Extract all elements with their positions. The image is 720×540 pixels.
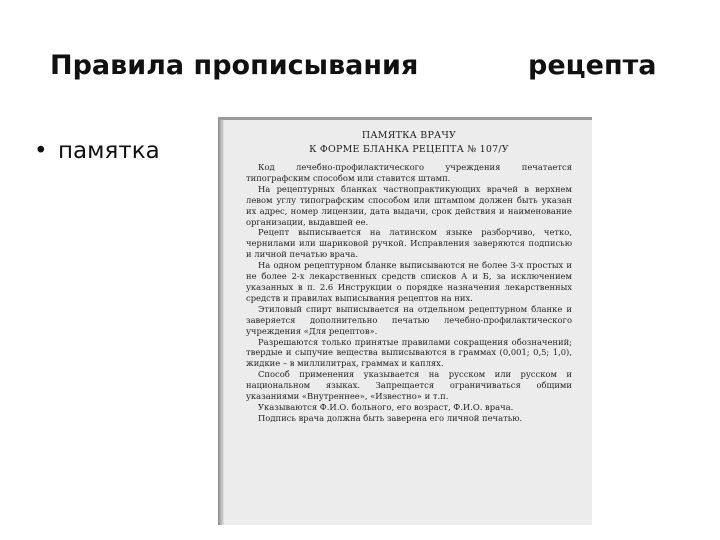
memo-heading-title: ПАМЯТКА ВРАЧУ	[361, 130, 457, 141]
memo-paragraph: На одном рецептурном бланке выписываются не более 3-х простых и не более 2-х лекарственных средств списков А и Б, за исключением указанных в п. 2.6 Инструкции о порядке назначения лекарственных средств и правилах выписывания рецептов на них.	[246, 260, 572, 303]
memo-paragraph: Разрешаются только принятые правилами сокращения обозначений; твердые и сыпучие вещества выписываются в граммах (0,001; 0,5; 1,0), жидкие – в миллилитрах, граммах и каплях.	[246, 336, 572, 369]
memo-paragraph: Рецепт выписывается на латинском языке разборчиво, четко, чернилами или шариковой ручкой. Исправления заверяются подписью и личной печатью врача.	[246, 227, 572, 260]
memo-paragraph: Этиловый спирт выписывается на отдельном рецептурном бланке и заверяется дополнительно печатью лечебно-профилактического учреждения «Для рецептов».	[246, 303, 572, 336]
bullet-item	[34, 138, 160, 164]
memo-heading	[246, 129, 572, 157]
memo-paragraph: Код лечебно-профилактического учреждения печатается типографским способом или ставится штамп.	[246, 162, 572, 183]
bullet-icon: •	[34, 138, 48, 164]
memo-heading-subtitle: К ФОРМЕ БЛАНКА РЕЦЕПТА № 107/У	[309, 144, 509, 155]
memo-paragraph: Указываются Ф.И.О. больного, его возраст, Ф.И.О. врача.	[258, 401, 514, 412]
slide-title-right: рецепта	[528, 50, 657, 81]
memo-paragraph: Подпись врача должна быть заверена его личной печатью.	[258, 412, 523, 423]
memo-scan-image	[218, 117, 592, 525]
memo-paragraph: На рецептурных бланках частнопрактикующих врачей в верхнем левом углу типографским способом или штампом должен быть указан их адрес, номер лицензии, дата выдачи, срок действия и наименование организации, выдавшей ее.	[246, 183, 572, 227]
memo-paragraph: Способ применения указывается на русском или русском и национальном языках. Запрещается ограничиваться общими указаниями «Внутреннее», «Известно» и т.п.	[246, 369, 572, 402]
bullet-text: памятка	[58, 138, 160, 164]
slide-title-left: Правила прописывания	[50, 50, 419, 81]
